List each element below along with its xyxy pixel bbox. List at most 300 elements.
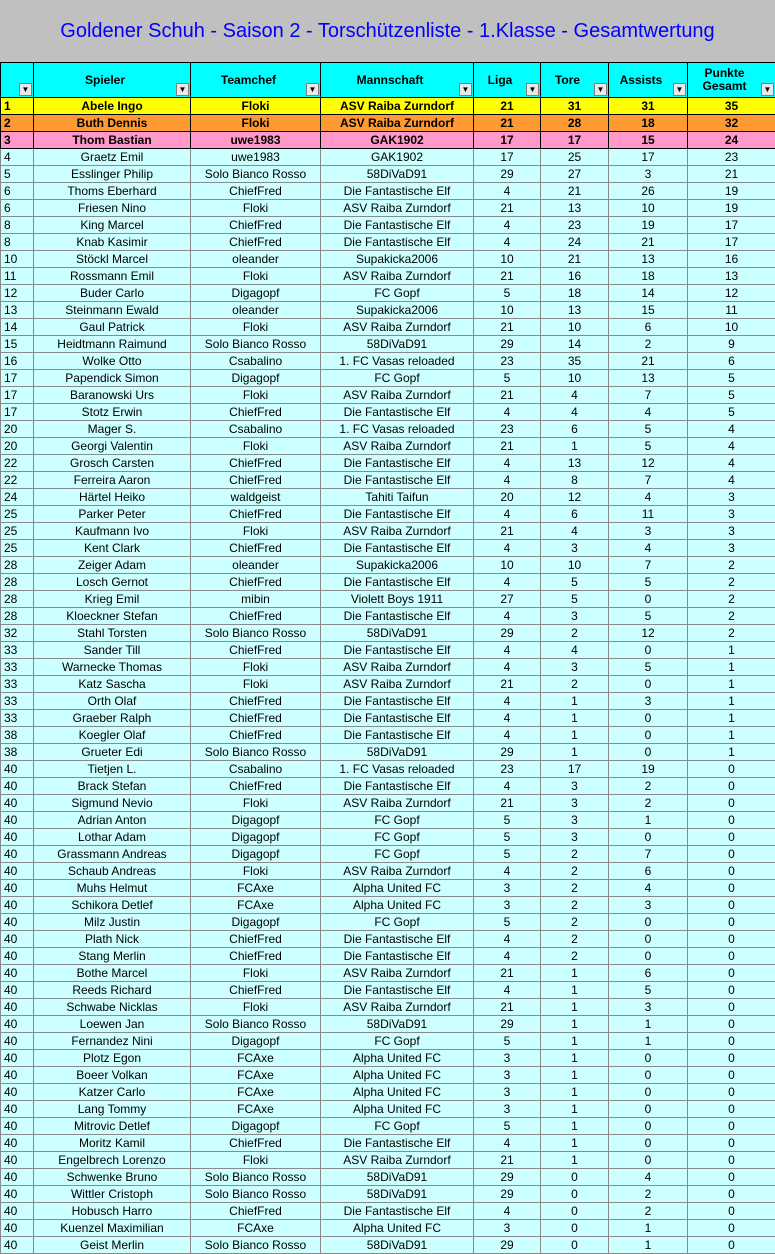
teamchef-cell[interactable]: mibin xyxy=(191,591,321,608)
punkte-cell[interactable]: 24 xyxy=(688,132,775,149)
rank-cell[interactable]: 1 xyxy=(1,98,34,115)
teamchef-cell[interactable]: Floki xyxy=(191,268,321,285)
mannschaft-cell[interactable]: Die Fantastische Elf xyxy=(321,693,474,710)
mannschaft-cell[interactable]: Die Fantastische Elf xyxy=(321,710,474,727)
punkte-cell[interactable]: 19 xyxy=(688,200,775,217)
assists-cell[interactable]: 5 xyxy=(609,438,688,455)
liga-cell[interactable]: 21 xyxy=(474,115,541,132)
punkte-cell[interactable]: 0 xyxy=(688,778,775,795)
liga-cell[interactable]: 4 xyxy=(474,608,541,625)
rank-cell[interactable]: 8 xyxy=(1,217,34,234)
tore-cell[interactable]: 0 xyxy=(541,1237,609,1254)
mannschaft-cell[interactable]: Die Fantastische Elf xyxy=(321,727,474,744)
mannschaft-cell[interactable]: 1. FC Vasas reloaded xyxy=(321,761,474,778)
rank-cell[interactable]: 33 xyxy=(1,693,34,710)
assists-cell[interactable]: 4 xyxy=(609,880,688,897)
teamchef-cell[interactable]: Digagopf xyxy=(191,285,321,302)
liga-cell[interactable]: 23 xyxy=(474,421,541,438)
tore-cell[interactable]: 17 xyxy=(541,132,609,149)
liga-cell[interactable]: 4 xyxy=(474,217,541,234)
spieler-cell[interactable]: Lang Tommy xyxy=(34,1101,191,1118)
mannschaft-cell[interactable]: Die Fantastische Elf xyxy=(321,506,474,523)
tore-cell[interactable]: 1 xyxy=(541,1152,609,1169)
assists-cell[interactable]: 1 xyxy=(609,1237,688,1254)
assists-cell[interactable]: 1 xyxy=(609,1016,688,1033)
spieler-cell[interactable]: Thom Bastian xyxy=(34,132,191,149)
liga-cell[interactable]: 5 xyxy=(474,285,541,302)
spieler-cell[interactable]: Grassmann Andreas xyxy=(34,846,191,863)
assists-cell[interactable]: 4 xyxy=(609,540,688,557)
teamchef-cell[interactable]: FCAxe xyxy=(191,1084,321,1101)
tore-cell[interactable]: 1 xyxy=(541,744,609,761)
tore-cell[interactable]: 17 xyxy=(541,761,609,778)
rank-cell[interactable]: 40 xyxy=(1,1152,34,1169)
teamchef-cell[interactable]: FCAxe xyxy=(191,1050,321,1067)
tore-cell[interactable]: 13 xyxy=(541,302,609,319)
tore-cell[interactable]: 0 xyxy=(541,1203,609,1220)
tore-cell[interactable]: 1 xyxy=(541,982,609,999)
teamchef-cell[interactable]: waldgeist xyxy=(191,489,321,506)
rank-cell[interactable]: 38 xyxy=(1,744,34,761)
tore-cell[interactable]: 1 xyxy=(541,1016,609,1033)
tore-cell[interactable]: 3 xyxy=(541,778,609,795)
spieler-cell[interactable]: Parker Peter xyxy=(34,506,191,523)
teamchef-cell[interactable]: FCAxe xyxy=(191,1220,321,1237)
rank-cell[interactable]: 10 xyxy=(1,251,34,268)
assists-cell[interactable]: 2 xyxy=(609,1203,688,1220)
spieler-cell[interactable]: Stang Merlin xyxy=(34,948,191,965)
liga-cell[interactable]: 21 xyxy=(474,268,541,285)
rank-cell[interactable]: 25 xyxy=(1,540,34,557)
assists-cell[interactable]: 0 xyxy=(609,642,688,659)
teamchef-cell[interactable]: Floki xyxy=(191,863,321,880)
filter-dropdown-icon[interactable]: ▼ xyxy=(673,83,686,96)
assists-cell[interactable]: 0 xyxy=(609,948,688,965)
teamchef-cell[interactable]: Solo Bianco Rosso xyxy=(191,1237,321,1254)
spieler-cell[interactable]: Grosch Carsten xyxy=(34,455,191,472)
assists-cell[interactable]: 5 xyxy=(609,421,688,438)
liga-cell[interactable]: 3 xyxy=(474,1101,541,1118)
rank-cell[interactable]: 40 xyxy=(1,863,34,880)
spieler-cell[interactable]: Schaub Andreas xyxy=(34,863,191,880)
punkte-cell[interactable]: 0 xyxy=(688,795,775,812)
assists-cell[interactable]: 0 xyxy=(609,1067,688,1084)
tore-cell[interactable]: 21 xyxy=(541,251,609,268)
assists-cell[interactable]: 0 xyxy=(609,727,688,744)
mannschaft-cell[interactable]: Supakicka2006 xyxy=(321,557,474,574)
spieler-cell[interactable]: Mager S. xyxy=(34,421,191,438)
punkte-cell[interactable]: 0 xyxy=(688,982,775,999)
tore-cell[interactable]: 1 xyxy=(541,1050,609,1067)
liga-cell[interactable]: 4 xyxy=(474,183,541,200)
spieler-cell[interactable]: Abele Ingo xyxy=(34,98,191,115)
teamchef-cell[interactable]: oleander xyxy=(191,302,321,319)
assists-cell[interactable]: 31 xyxy=(609,98,688,115)
liga-cell[interactable]: 4 xyxy=(474,234,541,251)
rank-cell[interactable]: 13 xyxy=(1,302,34,319)
rank-cell[interactable]: 17 xyxy=(1,404,34,421)
mannschaft-cell[interactable]: Die Fantastische Elf xyxy=(321,1203,474,1220)
rank-cell[interactable]: 28 xyxy=(1,574,34,591)
liga-cell[interactable]: 29 xyxy=(474,1186,541,1203)
liga-cell[interactable]: 4 xyxy=(474,404,541,421)
teamchef-cell[interactable]: ChiefFred xyxy=(191,642,321,659)
rank-cell[interactable]: 40 xyxy=(1,1067,34,1084)
teamchef-cell[interactable]: ChiefFred xyxy=(191,948,321,965)
liga-cell[interactable]: 10 xyxy=(474,557,541,574)
assists-cell[interactable]: 21 xyxy=(609,234,688,251)
rank-cell[interactable]: 40 xyxy=(1,761,34,778)
teamchef-cell[interactable]: ChiefFred xyxy=(191,693,321,710)
tore-cell[interactable]: 3 xyxy=(541,608,609,625)
punkte-cell[interactable]: 21 xyxy=(688,166,775,183)
punkte-cell[interactable]: 1 xyxy=(688,744,775,761)
teamchef-cell[interactable]: FCAxe xyxy=(191,880,321,897)
assists-cell[interactable]: 7 xyxy=(609,387,688,404)
liga-cell[interactable]: 29 xyxy=(474,744,541,761)
punkte-cell[interactable]: 0 xyxy=(688,880,775,897)
teamchef-cell[interactable]: Floki xyxy=(191,795,321,812)
mannschaft-cell[interactable]: 58DiVaD91 xyxy=(321,1016,474,1033)
filter-dropdown-icon[interactable]: ▼ xyxy=(761,83,774,96)
teamchef-cell[interactable]: Digagopf xyxy=(191,370,321,387)
punkte-cell[interactable]: 10 xyxy=(688,319,775,336)
spieler-cell[interactable]: Bothe Marcel xyxy=(34,965,191,982)
punkte-cell[interactable]: 0 xyxy=(688,1067,775,1084)
rank-cell[interactable]: 24 xyxy=(1,489,34,506)
rank-cell[interactable]: 8 xyxy=(1,234,34,251)
punkte-cell[interactable]: 1 xyxy=(688,693,775,710)
liga-cell[interactable]: 3 xyxy=(474,1067,541,1084)
teamchef-cell[interactable]: Digagopf xyxy=(191,846,321,863)
filter-dropdown-icon[interactable]: ▼ xyxy=(526,83,539,96)
punkte-cell[interactable]: 4 xyxy=(688,472,775,489)
tore-cell[interactable]: 1 xyxy=(541,710,609,727)
liga-cell[interactable]: 4 xyxy=(474,472,541,489)
spieler-cell[interactable]: Boeer Volkan xyxy=(34,1067,191,1084)
assists-cell[interactable]: 7 xyxy=(609,846,688,863)
assists-cell[interactable]: 7 xyxy=(609,557,688,574)
rank-cell[interactable]: 28 xyxy=(1,591,34,608)
mannschaft-cell[interactable]: Die Fantastische Elf xyxy=(321,982,474,999)
assists-cell[interactable]: 0 xyxy=(609,914,688,931)
tore-cell[interactable]: 1 xyxy=(541,1101,609,1118)
liga-cell[interactable]: 5 xyxy=(474,1033,541,1050)
spieler-cell[interactable]: Thoms Eberhard xyxy=(34,183,191,200)
teamchef-cell[interactable]: ChiefFred xyxy=(191,404,321,421)
rank-cell[interactable]: 40 xyxy=(1,914,34,931)
teamchef-cell[interactable]: ChiefFred xyxy=(191,710,321,727)
spieler-cell[interactable]: Plath Nick xyxy=(34,931,191,948)
assists-cell[interactable]: 14 xyxy=(609,285,688,302)
tore-cell[interactable]: 2 xyxy=(541,863,609,880)
rank-cell[interactable]: 40 xyxy=(1,999,34,1016)
teamchef-cell[interactable]: ChiefFred xyxy=(191,608,321,625)
rank-cell[interactable]: 40 xyxy=(1,778,34,795)
liga-cell[interactable]: 21 xyxy=(474,200,541,217)
punkte-cell[interactable]: 13 xyxy=(688,268,775,285)
rank-cell[interactable]: 20 xyxy=(1,438,34,455)
liga-cell[interactable]: 29 xyxy=(474,625,541,642)
rank-cell[interactable]: 40 xyxy=(1,1016,34,1033)
spieler-cell[interactable]: Gaul Patrick xyxy=(34,319,191,336)
rank-cell[interactable]: 40 xyxy=(1,897,34,914)
rank-cell[interactable]: 40 xyxy=(1,1203,34,1220)
assists-cell[interactable]: 0 xyxy=(609,1135,688,1152)
punkte-cell[interactable]: 0 xyxy=(688,1186,775,1203)
tore-cell[interactable]: 8 xyxy=(541,472,609,489)
assists-cell[interactable]: 26 xyxy=(609,183,688,200)
rank-cell[interactable]: 6 xyxy=(1,183,34,200)
spieler-cell[interactable]: King Marcel xyxy=(34,217,191,234)
punkte-cell[interactable]: 0 xyxy=(688,1050,775,1067)
assists-cell[interactable]: 12 xyxy=(609,625,688,642)
assists-cell[interactable]: 1 xyxy=(609,1220,688,1237)
liga-cell[interactable]: 5 xyxy=(474,370,541,387)
tore-cell[interactable]: 2 xyxy=(541,948,609,965)
liga-cell[interactable]: 4 xyxy=(474,863,541,880)
rank-cell[interactable]: 40 xyxy=(1,1050,34,1067)
liga-cell[interactable]: 4 xyxy=(474,1135,541,1152)
teamchef-cell[interactable]: FCAxe xyxy=(191,1101,321,1118)
mannschaft-cell[interactable]: ASV Raiba Zurndorf xyxy=(321,863,474,880)
teamchef-cell[interactable]: oleander xyxy=(191,557,321,574)
rank-cell[interactable]: 22 xyxy=(1,455,34,472)
spieler-cell[interactable]: Kent Clark xyxy=(34,540,191,557)
rank-cell[interactable]: 17 xyxy=(1,387,34,404)
teamchef-cell[interactable]: Floki xyxy=(191,999,321,1016)
liga-cell[interactable]: 4 xyxy=(474,455,541,472)
teamchef-cell[interactable]: Floki xyxy=(191,438,321,455)
mannschaft-cell[interactable]: GAK1902 xyxy=(321,149,474,166)
spieler-cell[interactable]: Ferreira Aaron xyxy=(34,472,191,489)
rank-cell[interactable]: 15 xyxy=(1,336,34,353)
filter-dropdown-icon[interactable]: ▼ xyxy=(594,83,607,96)
punkte-cell[interactable]: 2 xyxy=(688,625,775,642)
liga-cell[interactable]: 5 xyxy=(474,846,541,863)
assists-cell[interactable]: 0 xyxy=(609,1050,688,1067)
punkte-cell[interactable]: 2 xyxy=(688,557,775,574)
mannschaft-cell[interactable]: 58DiVaD91 xyxy=(321,336,474,353)
punkte-cell[interactable]: 6 xyxy=(688,353,775,370)
tore-cell[interactable]: 1 xyxy=(541,1084,609,1101)
spieler-cell[interactable]: Zeiger Adam xyxy=(34,557,191,574)
rank-cell[interactable]: 33 xyxy=(1,676,34,693)
spieler-cell[interactable]: Graetz Emil xyxy=(34,149,191,166)
liga-cell[interactable]: 4 xyxy=(474,1203,541,1220)
tore-cell[interactable]: 27 xyxy=(541,166,609,183)
rank-cell[interactable]: 40 xyxy=(1,795,34,812)
tore-cell[interactable]: 0 xyxy=(541,1169,609,1186)
punkte-cell[interactable]: 0 xyxy=(688,948,775,965)
rank-cell[interactable]: 11 xyxy=(1,268,34,285)
liga-cell[interactable]: 23 xyxy=(474,353,541,370)
liga-cell[interactable]: 27 xyxy=(474,591,541,608)
liga-cell[interactable]: 29 xyxy=(474,1237,541,1254)
punkte-cell[interactable]: 2 xyxy=(688,574,775,591)
assists-cell[interactable]: 0 xyxy=(609,676,688,693)
mannschaft-cell[interactable]: Die Fantastische Elf xyxy=(321,455,474,472)
tore-cell[interactable]: 28 xyxy=(541,115,609,132)
tore-cell[interactable]: 3 xyxy=(541,540,609,557)
mannschaft-cell[interactable]: Die Fantastische Elf xyxy=(321,540,474,557)
punkte-cell[interactable]: 17 xyxy=(688,217,775,234)
rank-cell[interactable]: 2 xyxy=(1,115,34,132)
teamchef-cell[interactable]: Solo Bianco Rosso xyxy=(191,1186,321,1203)
spieler-cell[interactable]: Wittler Cristoph xyxy=(34,1186,191,1203)
tore-cell[interactable]: 2 xyxy=(541,897,609,914)
liga-cell[interactable]: 29 xyxy=(474,1169,541,1186)
mannschaft-cell[interactable]: Die Fantastische Elf xyxy=(321,642,474,659)
tore-cell[interactable]: 25 xyxy=(541,149,609,166)
assists-cell[interactable]: 6 xyxy=(609,863,688,880)
teamchef-cell[interactable]: ChiefFred xyxy=(191,931,321,948)
rank-cell[interactable]: 5 xyxy=(1,166,34,183)
punkte-cell[interactable]: 1 xyxy=(688,659,775,676)
liga-cell[interactable]: 21 xyxy=(474,523,541,540)
tore-cell[interactable]: 0 xyxy=(541,1220,609,1237)
teamchef-cell[interactable]: Digagopf xyxy=(191,1118,321,1135)
mannschaft-cell[interactable]: FC Gopf xyxy=(321,285,474,302)
spieler-cell[interactable]: Engelbrech Lorenzo xyxy=(34,1152,191,1169)
mannschaft-cell[interactable]: 58DiVaD91 xyxy=(321,1169,474,1186)
liga-cell[interactable]: 4 xyxy=(474,982,541,999)
tore-cell[interactable]: 1 xyxy=(541,999,609,1016)
teamchef-cell[interactable]: Floki xyxy=(191,387,321,404)
tore-cell[interactable]: 1 xyxy=(541,1033,609,1050)
liga-cell[interactable]: 4 xyxy=(474,574,541,591)
teamchef-cell[interactable]: Csabalino xyxy=(191,761,321,778)
tore-cell[interactable]: 31 xyxy=(541,98,609,115)
tore-cell[interactable]: 3 xyxy=(541,659,609,676)
tore-cell[interactable]: 4 xyxy=(541,642,609,659)
assists-cell[interactable]: 6 xyxy=(609,965,688,982)
punkte-cell[interactable]: 11 xyxy=(688,302,775,319)
spieler-cell[interactable]: Milz Justin xyxy=(34,914,191,931)
punkte-cell[interactable]: 0 xyxy=(688,1135,775,1152)
teamchef-cell[interactable]: Solo Bianco Rosso xyxy=(191,744,321,761)
spieler-cell[interactable]: Warnecke Thomas xyxy=(34,659,191,676)
rank-cell[interactable]: 40 xyxy=(1,1135,34,1152)
teamchef-cell[interactable]: Solo Bianco Rosso xyxy=(191,1016,321,1033)
tore-cell[interactable]: 1 xyxy=(541,438,609,455)
assists-cell[interactable]: 13 xyxy=(609,370,688,387)
teamchef-cell[interactable]: Floki xyxy=(191,319,321,336)
assists-cell[interactable]: 3 xyxy=(609,693,688,710)
mannschaft-cell[interactable]: ASV Raiba Zurndorf xyxy=(321,387,474,404)
teamchef-cell[interactable]: ChiefFred xyxy=(191,1203,321,1220)
assists-cell[interactable]: 10 xyxy=(609,200,688,217)
liga-cell[interactable]: 3 xyxy=(474,1084,541,1101)
liga-cell[interactable]: 5 xyxy=(474,812,541,829)
liga-cell[interactable]: 23 xyxy=(474,761,541,778)
teamchef-cell[interactable]: ChiefFred xyxy=(191,506,321,523)
mannschaft-cell[interactable]: ASV Raiba Zurndorf xyxy=(321,965,474,982)
teamchef-cell[interactable]: Floki xyxy=(191,115,321,132)
liga-cell[interactable]: 21 xyxy=(474,319,541,336)
spieler-cell[interactable]: Schwabe Nicklas xyxy=(34,999,191,1016)
assists-cell[interactable]: 17 xyxy=(609,149,688,166)
assists-cell[interactable]: 1 xyxy=(609,1033,688,1050)
tore-cell[interactable]: 1 xyxy=(541,1118,609,1135)
punkte-cell[interactable]: 0 xyxy=(688,965,775,982)
spieler-cell[interactable]: Schikora Detlef xyxy=(34,897,191,914)
tore-cell[interactable]: 4 xyxy=(541,387,609,404)
liga-cell[interactable]: 5 xyxy=(474,829,541,846)
punkte-cell[interactable]: 3 xyxy=(688,506,775,523)
mannschaft-cell[interactable]: Die Fantastische Elf xyxy=(321,778,474,795)
liga-cell[interactable]: 21 xyxy=(474,1152,541,1169)
teamchef-cell[interactable]: Floki xyxy=(191,523,321,540)
mannschaft-cell[interactable]: 58DiVaD91 xyxy=(321,744,474,761)
punkte-cell[interactable]: 35 xyxy=(688,98,775,115)
spieler-cell[interactable]: Katzer Carlo xyxy=(34,1084,191,1101)
teamchef-cell[interactable]: Digagopf xyxy=(191,812,321,829)
assists-cell[interactable]: 12 xyxy=(609,455,688,472)
assists-cell[interactable]: 15 xyxy=(609,132,688,149)
mannschaft-cell[interactable]: ASV Raiba Zurndorf xyxy=(321,676,474,693)
punkte-cell[interactable]: 1 xyxy=(688,710,775,727)
teamchef-cell[interactable]: ChiefFred xyxy=(191,183,321,200)
teamchef-cell[interactable]: Floki xyxy=(191,676,321,693)
assists-cell[interactable]: 19 xyxy=(609,217,688,234)
teamchef-cell[interactable]: Csabalino xyxy=(191,353,321,370)
tore-cell[interactable]: 2 xyxy=(541,914,609,931)
spieler-cell[interactable]: Brack Stefan xyxy=(34,778,191,795)
mannschaft-cell[interactable]: Die Fantastische Elf xyxy=(321,217,474,234)
liga-cell[interactable]: 21 xyxy=(474,438,541,455)
mannschaft-cell[interactable]: ASV Raiba Zurndorf xyxy=(321,1152,474,1169)
punkte-cell[interactable]: 0 xyxy=(688,931,775,948)
spieler-cell[interactable]: Kloeckner Stefan xyxy=(34,608,191,625)
punkte-cell[interactable]: 4 xyxy=(688,438,775,455)
tore-cell[interactable]: 6 xyxy=(541,421,609,438)
punkte-cell[interactable]: 23 xyxy=(688,149,775,166)
mannschaft-cell[interactable]: Supakicka2006 xyxy=(321,251,474,268)
spieler-cell[interactable]: Georgi Valentin xyxy=(34,438,191,455)
punkte-cell[interactable]: 16 xyxy=(688,251,775,268)
spieler-cell[interactable]: Mitrovic Detlef xyxy=(34,1118,191,1135)
teamchef-cell[interactable]: Csabalino xyxy=(191,421,321,438)
liga-cell[interactable]: 21 xyxy=(474,795,541,812)
punkte-cell[interactable]: 0 xyxy=(688,1220,775,1237)
filter-dropdown-icon[interactable]: ▼ xyxy=(19,83,32,96)
teamchef-cell[interactable]: ChiefFred xyxy=(191,472,321,489)
spieler-cell[interactable]: Losch Gernot xyxy=(34,574,191,591)
tore-cell[interactable]: 3 xyxy=(541,795,609,812)
liga-cell[interactable]: 10 xyxy=(474,302,541,319)
rank-cell[interactable]: 22 xyxy=(1,472,34,489)
spieler-cell[interactable]: Krieg Emil xyxy=(34,591,191,608)
liga-cell[interactable]: 4 xyxy=(474,948,541,965)
liga-cell[interactable]: 21 xyxy=(474,98,541,115)
assists-cell[interactable]: 3 xyxy=(609,999,688,1016)
spieler-cell[interactable]: Plotz Egon xyxy=(34,1050,191,1067)
teamchef-cell[interactable]: Floki xyxy=(191,200,321,217)
spieler-cell[interactable]: Moritz Kamil xyxy=(34,1135,191,1152)
mannschaft-cell[interactable]: Die Fantastische Elf xyxy=(321,234,474,251)
punkte-cell[interactable]: 5 xyxy=(688,404,775,421)
punkte-cell[interactable]: 0 xyxy=(688,846,775,863)
spieler-cell[interactable]: Orth Olaf xyxy=(34,693,191,710)
rank-cell[interactable]: 40 xyxy=(1,880,34,897)
tore-cell[interactable]: 2 xyxy=(541,846,609,863)
punkte-cell[interactable]: 32 xyxy=(688,115,775,132)
punkte-cell[interactable]: 0 xyxy=(688,1203,775,1220)
liga-cell[interactable]: 4 xyxy=(474,727,541,744)
rank-cell[interactable]: 12 xyxy=(1,285,34,302)
assists-cell[interactable]: 18 xyxy=(609,268,688,285)
